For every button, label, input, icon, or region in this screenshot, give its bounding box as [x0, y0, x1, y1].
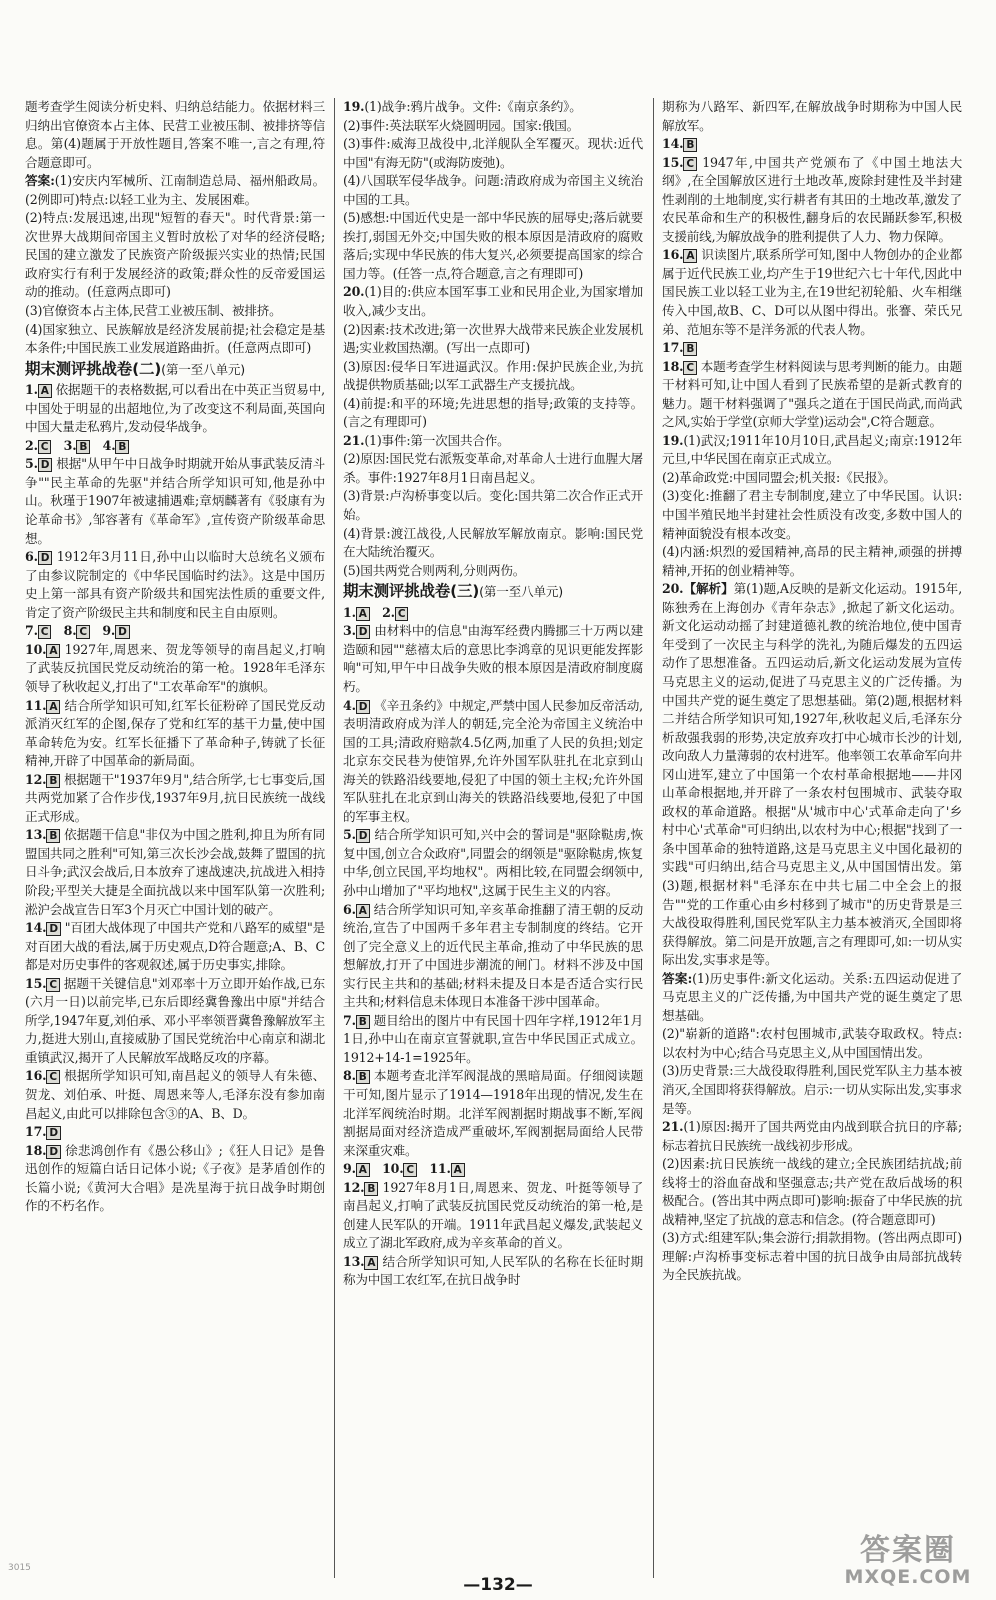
answer-text: 依据题干信息"非仅为中国之胜利,抑且为所有同盟国共同之胜利"可知,第三次长沙会战,鼓舞了盟国的抗日斗争;武汉会战后,日本放弃了速战速决,抗战进入相持阶段;平型关大捷是全面抗战以来中国军队第一次胜利;淞沪会战宣告日军3个月灭亡中国计划的破产。 — [25, 827, 325, 917]
answer-row — [25, 622, 325, 641]
answer-item — [343, 1253, 643, 1290]
column-divider — [653, 98, 654, 1578]
answer-item — [25, 1067, 325, 1123]
answer-text: 结合所学知识可知,兴中会的誓词是"驱除鞑虏,恢复中国,创立合众政府",同盟会的纲领是"驱除鞑虏,恢复中华,创立民国,平均地权"。两相比较,在同盟会纲领中,孙中山增加了"平均地权",这属于民生主义的内容。 — [343, 827, 643, 898]
answer-choice-tag: D — [356, 829, 371, 843]
answer-text: (2)事件:英法联军火烧圆明园。国家:俄国。 — [343, 117, 580, 133]
answer-item — [25, 172, 325, 209]
answer-row — [662, 339, 962, 358]
answer-text: 本题考查北洋军阀混战的黑暗局面。仔细阅读题干可知,图片显示了1914—1918年出现的情况,发生在北洋军阀统治时期。北洋军阀割据时期战事不断,军阀割据局面对经济造成严重破坏,军阀割据局面给人民带来深重灾难。 — [343, 1068, 643, 1158]
answer-choice-tag: A — [46, 644, 60, 658]
answer-text: (4)背景:渡江战役,人民解放军解放南京。影响:国民党在大陆统治覆灭。 — [343, 525, 643, 560]
column-divider — [334, 98, 335, 1578]
question-number: 18. — [25, 1142, 47, 1158]
answer-choice-tag: D — [356, 625, 371, 639]
question-number: 18. — [662, 358, 684, 374]
answer-item — [662, 1062, 962, 1118]
question-number: 6. — [343, 901, 356, 917]
answer-label: 【解析】 — [683, 581, 734, 597]
answer-choice-tag: D — [38, 458, 53, 472]
answer-choice-tag: D — [46, 922, 61, 936]
answer-item — [662, 469, 962, 488]
column-left — [25, 98, 325, 1216]
answer-item — [343, 450, 643, 487]
question-number: 14. — [25, 920, 47, 936]
question-number: 6. — [25, 549, 38, 565]
answer-item — [343, 172, 643, 209]
question-number: 17. — [662, 340, 684, 356]
answer-item — [25, 919, 325, 975]
section-title — [343, 582, 643, 602]
answer-item — [343, 562, 643, 581]
question-number: 13. — [25, 827, 47, 843]
answer-text: (1)事件:第一次国共合作。 — [364, 432, 510, 448]
answer-text: (3)原因:侵华日军进逼武汉。作用:保护民族企业,为抗战提供物质基础;以军工武器生产支援抗战。 — [343, 358, 643, 393]
section-title — [25, 360, 325, 380]
answer-text: (2)革命政党:中国同盟会;机关报:《民报》。 — [662, 469, 896, 485]
answer-item — [343, 697, 643, 827]
answer-choice-tag: A — [38, 384, 52, 398]
answer-item — [343, 487, 643, 524]
answer-choice-tag: B — [115, 440, 129, 454]
answer-item — [662, 432, 962, 469]
question-number: 12. — [343, 1179, 365, 1195]
answer-item — [25, 826, 325, 919]
question-number: 14. — [662, 136, 684, 152]
answer-item — [343, 432, 643, 451]
answer-text: 1927年,周恩来、贺龙等领导的南昌起义,打响了武装反抗国民党反动统治的第一枪。1928年毛泽东领导了秋收起义,打出了"工农革命军"的旗帜。 — [25, 641, 325, 694]
answer-choice-tag: A — [364, 1256, 378, 1270]
answer-item — [343, 1067, 643, 1160]
answer-choice-tag: D — [115, 625, 130, 639]
answer-text: (1)武汉;1911年10月10日,武昌起义;南京:1912年元旦,中华民国在南京正式成立。 — [662, 432, 962, 467]
answer-item — [662, 1155, 962, 1229]
question-number: 7. — [343, 1012, 356, 1028]
answer-row — [25, 437, 325, 456]
answer-text: 《辛丑条约》中规定,严禁中国人民参加反帝活动,表明清政府成为洋人的朝廷,完全沦为帝国主义统治中国的工具;清政府赔款4.5亿两,加重了人民的负担;划定北京东交民巷为使馆界,允许外国军队驻扎在北京到山海关的铁路沿线要地,侵犯了中国的领土主权;允许外国军队驻扎在北京到山海关的铁路沿线要地,侵犯了中国的军事主权。 — [343, 697, 643, 824]
question-number: 17. — [25, 1124, 47, 1140]
answer-item — [343, 826, 643, 900]
answer-text: 根据"从甲午中日战争时期就开始从事武装反清斗争""民主革命的先驱"并结合所学知识可知,他是孙中山。秋瑾于1907年被逮捕遇难;章炳麟著有《驳康有为论革命书》,邹容著有《革命军》,宣传资产阶级革命思想。 — [25, 456, 325, 546]
question-number: 16. — [25, 1068, 47, 1084]
answer-text: (4)国家独立、民族解放是经济发展前提;社会稳定是基本条件;中国民族工业发展道路曲折。(任意两点即可) — [25, 321, 325, 356]
answer-text: (3)历史背景:三大战役取得胜利,国民党军队主力基本被消灭,全国即将获得解放。启示:一切从实际出发,实事求是等。 — [662, 1063, 962, 1116]
question-number: 3. — [343, 623, 356, 639]
watermark-line1: 答案圈 — [860, 1533, 956, 1568]
answer-choice-tag: D — [38, 551, 53, 565]
answer-item — [25, 302, 325, 321]
answer-choice-tag: A — [683, 249, 697, 263]
answer-text: 据题干关键信息"刘邓率十万立即开始作战,已东(六月一日)以前完毕,已东后即经冀鲁豫出中原"并结合所学,1947年夏,刘伯承、邓小平率领晋冀鲁豫解放军主力,挺进大别山,直接威胁了国民党统治中心南京和湖北重镇武汉,揭开了人民解放军战略反攻的序幕。 — [25, 975, 325, 1065]
answer-item — [343, 209, 643, 283]
answer-item — [25, 209, 325, 302]
answer-text: 第(1)题,A反映的是新文化运动。1915年,陈独秀在上海创办《青年杂志》,掀起了新文化运动。新文化运动动摇了封建道德礼教的统治地位,使中国青年受到了一次民主与科学的洗礼,为随后爆发的五四运动作了思想准备。五四运动后,新文化运动发展为宣传马克思主义的运动,促进了马克思主义的广泛传播。为中国共产党的诞生奠定了思想基础。第(2)题,根据材料二并结合所学知识可知,1927年,秋收起义后,毛泽东分析敌强我弱的形势,决定放弃攻打中心城市长沙的计划,改向敌人力量薄弱的农村进军。他率领工农革命军向井冈山进军,建立了中国第一个农村革命根据地——井冈山革命根据地,并开辟了一条农村包围城市、武装夺取政权的革命道路。根据"从'城市中心'式革命走向了'乡村中心'式革命"可归纳出,以农村为中心;根据"找到了一条中国革命的独特道路,这是马克思主义中国化最初的实践"可归纳出,结合马克思主义,从中国国情出发。第(3)题,根据材料"毛泽东在中共七届二中全会上的报告""党的工作重心由乡村移到了城市"的历史背景是三大战役取得胜利,国民党军队主力基本被消灭,全国即将获得解放。第二问是开放题,言之有理即可,如:一切从实际出发,实事求是等。 — [662, 581, 963, 968]
answer-text: 结合所学知识可知,红军长征粉碎了国民党反动派消灭红军的企图,保存了党和红军的基干力量,使中国革命转危为安。红军长征播下了革命种子,铸就了长征精神,开辟了中国革命的新局面。 — [25, 697, 325, 769]
question-number: 19. — [662, 432, 684, 448]
answer-item — [662, 1229, 962, 1285]
question-number: 7. — [25, 623, 38, 639]
question-number: 1. — [25, 382, 38, 398]
answer-row — [662, 135, 962, 154]
answer-choice-tag: A — [356, 904, 370, 918]
question-number: 10. — [382, 1161, 404, 1177]
answer-item — [25, 548, 325, 622]
answer-choice-tag: C — [403, 1163, 417, 1177]
answer-choice-tag: B — [76, 440, 90, 454]
answer-row — [343, 1160, 643, 1179]
answer-text: 根据所学知识可知,南昌起义的领导人有朱德、贺龙、刘伯承、叶挺、周恩来等人,毛泽东没有参加南昌起义,由此可以排除包含③的A、B、D。 — [25, 1068, 325, 1121]
answer-text: (1)历史事件:新文化运动。关系:五四运动促进了马克思主义的广泛传播,为中国共产党的诞生奠定了思想基础。 — [662, 970, 962, 1023]
answer-item — [25, 697, 325, 771]
answer-item — [343, 98, 643, 117]
answer-choice-tag: B — [356, 1070, 370, 1084]
answer-item — [343, 117, 643, 136]
question-number: 12. — [25, 771, 47, 787]
answer-item — [25, 455, 325, 548]
answer-choice-tag: C — [46, 978, 60, 992]
answer-item — [343, 321, 643, 358]
answer-item — [343, 135, 643, 172]
watermark-logo — [838, 1535, 978, 1591]
question-number: 19. — [343, 99, 365, 114]
question-number: 13. — [343, 1253, 365, 1269]
answer-item — [343, 1012, 643, 1068]
answer-text: (3)背景:卢沟桥事变以后。变化:国共第二次合作正式开始。 — [343, 488, 643, 523]
question-number: 21. — [343, 432, 365, 448]
question-number: 4. — [343, 697, 356, 713]
answer-choice-tag: A — [451, 1163, 465, 1177]
answer-text: 1912年3月11日,孙中山以临时大总统名义颁布了由参议院制定的《中华民国临时约法》。这是中国历史上第一部具有资产阶级共和国宪法性质的重要文件,肯定了资产阶级民主共和制度和民主自由原则。 — [25, 549, 325, 620]
section-title-scope: (第一至八单元) — [161, 361, 245, 377]
answer-item — [25, 321, 325, 358]
question-number: 5. — [25, 456, 38, 472]
answer-text: (1)安庆内军械所、江南制造总局、福州船政局。(2例即可)特点:以轻工业为主、发展困难。 — [25, 173, 325, 207]
answer-choice-tag: C — [683, 361, 697, 375]
answer-item — [662, 543, 962, 580]
answer-choice-tag: B — [683, 342, 697, 356]
question-number: 11. — [25, 697, 47, 713]
answer-label: 答案: — [662, 970, 693, 986]
answer-text: 1947年,中国共产党颁布了《中国土地法大纲》,在全国解放区进行土地改革,废除封建性及半封建性剥削的土地制度,实行耕者有其田的土地改革,激发了农民革命和生产的积极性,翻身后的农民踊跃参军,积极支援前线,为解放战争的胜利提供了人力、物力保障。 — [662, 154, 962, 244]
question-number: 2. — [25, 437, 38, 453]
answer-row — [343, 604, 643, 623]
question-number: 15. — [25, 975, 47, 991]
answer-item — [343, 901, 643, 1012]
question-number: 5. — [343, 827, 356, 843]
answer-text: (4)八国联军侵华战争。问题:清政府成为帝国主义统治中国的工具。 — [343, 173, 643, 207]
question-number: 8. — [63, 623, 77, 639]
answer-text: (1)原因:揭开了国共两党由内战到联合抗日的序幕;标志着抗日民族统一战线初步形成。 — [662, 1119, 962, 1153]
answer-choice-tag: D — [356, 700, 371, 714]
question-number: 3. — [63, 437, 77, 453]
section-title-text: 期末测评挑战卷(二) — [25, 359, 162, 378]
answer-item — [662, 970, 962, 1026]
answer-choice-tag: C — [76, 625, 90, 639]
answer-choice-tag: C — [38, 625, 52, 639]
answer-text: (3)事件:威海卫战役中,北洋舰队全军覆灭。现状:近代中国"有海无防"(或海防废弛)。 — [343, 136, 643, 170]
answer-item — [662, 1118, 962, 1155]
question-number: 4. — [102, 437, 116, 453]
answer-text: 徐悲鸿创作有《愚公移山》;《狂人日记》是鲁迅创作的短篇白话日记体小说;《子夜》是茅盾创作的长篇小说;《黄河大合唱》是冼星海于抗日战争时期创作的不朽名作。 — [25, 1142, 326, 1214]
answer-text: 结合所学知识可知,人民军队的名称在长征时期称为中国工农红军,在抗日战争时 — [343, 1253, 643, 1288]
question-number: 9. — [343, 1161, 356, 1177]
answer-choice-tag: C — [683, 157, 697, 171]
answer-choice-tag: B — [356, 1015, 370, 1029]
question-number: 9. — [102, 623, 116, 639]
answer-choice-tag: A — [356, 1163, 370, 1177]
answer-item — [343, 395, 643, 432]
answer-item — [343, 525, 643, 562]
question-number: 20. — [662, 581, 684, 597]
answer-text: 本题考查学生材料阅读与思考判断的能力。由题干材料可知,让中国人看到了民族希望的是新式教育的魅力。题干材料强调了"强兵之道在于国民尚武,而尚武之风,实始于学堂(京师大学堂)运动会",C符合题意。 — [662, 358, 962, 430]
section-title-scope: (第一至八单元) — [479, 584, 563, 600]
answer-choice-tag: C — [395, 607, 409, 621]
column-right — [662, 98, 962, 1285]
answer-text: 根据题干"1937年9月",结合所学,七七事变后,国共两党加紧了合作步伐,1937年9月,抗日民族统一战线正式形成。 — [25, 771, 325, 824]
answer-item — [662, 98, 962, 135]
answer-choice-tag: C — [46, 1070, 60, 1084]
answer-choice-tag: A — [46, 700, 60, 714]
answer-text: (4)前提:和平的环境;先进思想的指导;政策的支持等。(言之有理即可) — [343, 395, 643, 430]
answer-item — [25, 975, 325, 1068]
answer-item — [662, 358, 962, 432]
answer-text: 题目给出的图片中有民国十四年字样,1912年1月1日,孙中山在南京宣誓就职,宣告中华民国正式成立。1912+14-1=1925年。 — [343, 1012, 643, 1065]
answer-choice-tag: B — [46, 829, 60, 843]
answer-item — [25, 98, 325, 172]
column-middle — [343, 98, 643, 1290]
answer-text: 由材料中的信息"由海军经费内腾挪三十万两以建造颐和园""慈禧太后的意思比李鸿章的见识更能发挥影响"可知,甲午中日战争失败的根本原因是清政府制度腐朽。 — [343, 623, 643, 694]
question-number: 8. — [343, 1068, 356, 1084]
answer-item — [343, 283, 643, 320]
answer-text: 题考查学生阅读分析史料、归纳总结能力。依据材料三归纳出官僚资本占主体、民营工业被压制、被排挤等信息。第(4)题属于开放性题目,答案不唯一,言之有理,符合题意即可。 — [25, 99, 325, 170]
answer-row — [25, 1123, 325, 1142]
answer-text: (2)因素:技术改进;第一次世界大战带来民族企业发展机遇;实业救国热潮。(写出一点即可) — [343, 321, 643, 356]
answer-item — [25, 1142, 325, 1216]
answer-item — [662, 487, 962, 543]
answer-item — [25, 381, 325, 437]
answer-choice-tag: B — [683, 138, 697, 152]
answer-choice-tag: A — [356, 607, 370, 621]
answer-item — [25, 641, 325, 697]
answer-item — [662, 580, 962, 969]
answer-label: 答案: — [25, 173, 55, 189]
answer-text: (5)国共两党合则两利,分则两伤。 — [343, 562, 526, 578]
answer-text: (2)原因:国民党右派叛变革命,对革命人士进行血腥大屠杀。事件:1927年8月1日南昌起义。 — [343, 451, 643, 485]
section-title-text: 期末测评挑战卷(三) — [343, 582, 480, 601]
answer-text: (3)变化:推翻了君主专制制度,建立了中华民国。认识:中国半殖民地半封建社会性质没有改变,多数中国人的精神面貌没有根本改变。 — [662, 488, 962, 541]
watermark-line2: MXQE.COM — [844, 1566, 972, 1588]
answer-item — [343, 1179, 643, 1253]
answer-item — [343, 622, 643, 696]
answer-text: (2)因素:抗日民族统一战线的建立;全民族团结抗战;前线将士的浴血奋战和坚强意志;共产党在敌后战场的积极配合。(答出其中两点即可)影响:振奋了中华民族的抗战精神,坚定了抗战的意志和信念。(符合题意即可) — [662, 1156, 962, 1227]
question-number: 16. — [662, 247, 684, 263]
answer-text: (2)特点:发展迅速,出现"短暂的春天"。时代背景:第一次世界大战期间帝国主义暂时放松了对华的经济侵略;民国的建立激发了民族资产阶级振兴实业的热情;民国政府实行有利于发展经济的政策;群众性的反帝爱国运动的推动。(任意两点即可) — [25, 210, 325, 300]
answer-text: (4)内涵:炽烈的爱国精神,高昂的民主精神,顽强的拼搏精神,开拓的创业精神等。 — [662, 544, 962, 578]
answer-choice-tag: D — [46, 1145, 61, 1159]
answer-text: (3)方式:组建军队;集会游行;捐款捐物。(答出两点即可)理解:卢沟桥事变标志着中国的抗日战争由局部抗战转为全民族抗战。 — [662, 1230, 962, 1283]
question-number: 21. — [662, 1119, 684, 1135]
answer-text: 依据题干的表格数据,可以看出在中英正当贸易中,中国处于明显的出超地位,为了改变这不利局面,英国向中国大量走私鸦片,发动侵华战争。 — [25, 382, 325, 435]
answer-text: "百团大战体现了中国共产党和八路军的威望"是对百团大战的看法,属于历史观点,D符合题意;A、B、C都是对历史事件的客观叙述,属于历史事实,排除。 — [25, 920, 326, 973]
answer-choice-tag: C — [38, 440, 52, 454]
question-number: 20. — [343, 284, 365, 300]
corner-mark: 3015 — [8, 1563, 31, 1573]
answer-choice-tag: D — [46, 1126, 61, 1140]
question-number: 10. — [25, 641, 47, 657]
answer-text: (1)目的:供应本国军事工业和民用企业,为国家增加收入,减少支出。 — [343, 284, 643, 319]
answer-text: 识读图片,联系所学可知,图中人物创办的企业都属于近代民族工业,均产生于19世纪六七十年代,因此中国民族工业以轻工业为主,在19世纪初轮船、火车相继传入中国,故B、C、D可以从图中得出。张謇、荣氏兄弟、范旭东等不是洋务派的代表人物。 — [662, 247, 962, 337]
question-number: 15. — [662, 154, 684, 170]
answer-item — [25, 771, 325, 827]
answer-choice-tag: B — [364, 1182, 378, 1196]
answer-item — [662, 1025, 962, 1062]
question-number: 1. — [343, 604, 356, 620]
answer-text: (2)"崭新的道路":农村包围城市,武装夺取政权。特点:以农村为中心;结合马克思主义,从中国国情出发。 — [662, 1026, 962, 1060]
answer-item — [662, 246, 962, 339]
answer-item — [343, 358, 643, 395]
answer-text: (5)感想:中国近代史是一部中华民族的屈辱史;落后就要挨打,弱国无外交;中国失败的根本原因是清政府的腐败落后;实现中华民族的伟大复兴,必须要提高国家的综合国力等。(任答一点,符合题意,言之有理即可) — [343, 210, 643, 281]
answer-text: (1)战争:鸦片战争。文件:《南京条约》。 — [364, 99, 582, 114]
answer-text: 结合所学知识可知,辛亥革命推翻了清王朝的反动统治,宣告了中国两千多年君主专制制度的终结。它开创了完全意义上的近代民主革命,推动了中华民族的思想解放,打开了中国进步潮流的闸门。材料不涉及中国实行民主共和的基础;材料未提及日本是否适合实行民主共和;材料信息未体现日本准备干涉中国革命。 — [343, 901, 643, 1010]
answer-choice-tag: B — [46, 774, 60, 788]
question-number: 11. — [429, 1161, 451, 1177]
answer-text: 1927年8月1日,周恩来、贺龙、叶挺等领导了南昌起义,打响了武装反抗国民党反动统治的第一枪,是创建人民军队的开端。1911年武昌起义爆发,武装起义成立了湖北军政府,成为辛亥革命的首义。 — [343, 1179, 643, 1251]
answer-item — [662, 154, 962, 247]
question-number: 2. — [382, 604, 395, 620]
answer-text: 期称为八路军、新四军,在解放战争时期称为中国人民解放军。 — [662, 99, 962, 133]
page-number: —132— — [463, 1575, 533, 1595]
answer-text: (3)官僚资本占主体,民营工业被压制、被排挤。 — [25, 303, 282, 319]
